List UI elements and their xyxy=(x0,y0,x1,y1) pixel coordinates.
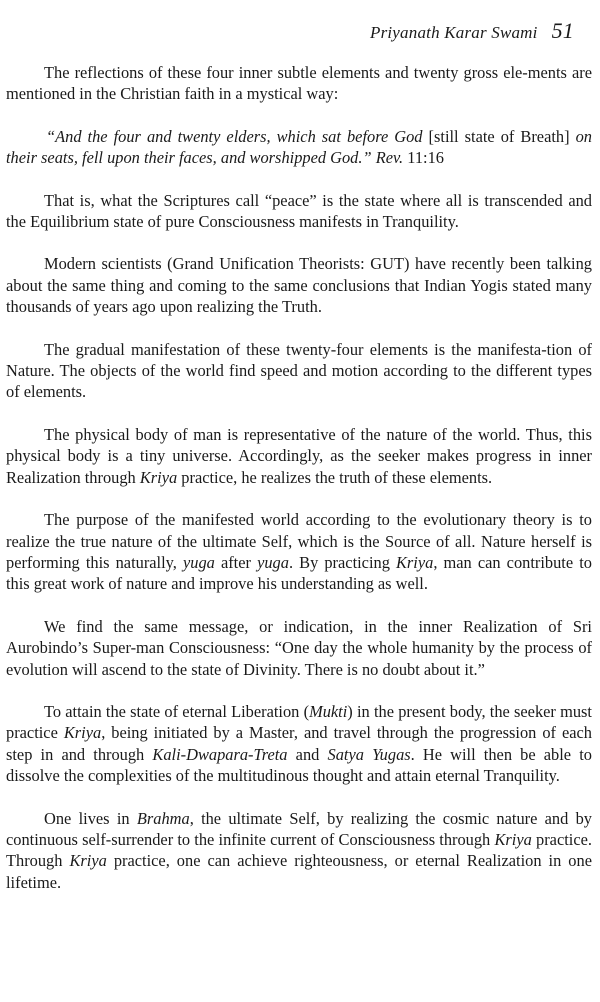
p9-satya-yugas: Satya Yugas xyxy=(327,744,411,764)
p10-text-c: practice. Through xyxy=(6,829,592,871)
p7-yuga-1: yuga xyxy=(182,552,215,572)
paragraph-9 xyxy=(6,701,592,787)
p10-brahma: Brahma xyxy=(136,808,190,828)
paragraph-7 xyxy=(6,509,592,595)
p6-text-a: The physical body of man is representative of the nature of the world. Thus, this physical body is a tiny universe. Accordingly, as the seeker makes progress in inner Realization through xyxy=(6,424,592,487)
p10-kriya-1: Kriya xyxy=(494,829,532,849)
paragraph-4: Modern scientists (Grand Unification Theorists: GUT) have recently been talking about the same thing and coming to the same conclusions that Indian Yogis stated many thousands of years ago upon realizing the Truth. xyxy=(6,254,592,317)
p7-kriya: Kriya xyxy=(396,552,434,572)
paragraph-10 xyxy=(6,808,592,894)
p10-text-b: , the ultimate Self, by realizing the cosmic nature and by continuous self-surrender to the infinite current of Consciousness through xyxy=(6,808,592,849)
page-body xyxy=(6,62,592,914)
paragraph-5: The gradual manifestation of these twenty-four elements is the manifesta-tion of Nature. The objects of the world find speed and motion according to the different types of elements. xyxy=(6,339,592,402)
quote-ref-book: Rev. xyxy=(375,148,404,168)
header-author: Priyanath Karar Swami xyxy=(369,23,538,42)
p10-text-d: practice, one can achieve righteousness, or eternal Realization in one lifetime. xyxy=(6,851,592,892)
p9-text-e: . He will then be able to dissolve the complexities of the multitudinous thought and attain eternal Tranquility. xyxy=(6,744,592,786)
p7-text-d: , man can contribute to this great work of nature and improve his understanding as well. xyxy=(6,552,592,594)
paragraph-6 xyxy=(6,424,592,488)
p9-yuga-names: Kali-Dwapara-Treta xyxy=(152,744,288,764)
p7-yuga-2: yuga xyxy=(257,552,289,572)
p9-text-b: ) in the present body, the seeker must practice xyxy=(6,701,592,743)
quote-text-1: “And the four and twenty elders, which sat before God xyxy=(46,126,423,146)
p6-kriya: Kriya xyxy=(139,467,178,487)
p10-text-a: One lives in xyxy=(44,808,130,828)
page-number: 51 xyxy=(551,18,574,43)
paragraph-3: That is, what the Scriptures call “peace” is the state where all is transcended and the Equilibrium state of pure Consciousness manifests in Tranquility. xyxy=(6,190,592,232)
quote-bracket-note: [still state of Breath] xyxy=(428,126,570,146)
paragraph-8: We find the same message, or indication, in the inner Realization of Sri Aurobindo’s Super-man Consciousness: “One day the whole humanity by the process of evolution will ascend to the state of Divinity. There is no doubt about it.” xyxy=(6,616,592,679)
p9-kriya: Kriya xyxy=(63,723,102,743)
paragraph-scripture-quote xyxy=(6,126,592,169)
p9-text-a: To attain the state of eternal Liberation ( xyxy=(44,701,310,721)
quote-text-2: on their seats, fell upon their faces, and worshipped God.” xyxy=(6,126,592,168)
p7-text-a: The purpose of the manifested world according to the evolutionary theory is to realize the true nature of the ultimate Self, which is the Source of all. Nature herself is performing this naturally, xyxy=(6,510,592,572)
p7-text-b: after xyxy=(220,552,251,572)
paragraph-1: The reflections of these four inner subtle elements and twenty gross ele-ments are mentioned in the Christian faith in a mystical way: xyxy=(6,63,592,104)
p10-kriya-2: Kriya xyxy=(69,851,107,871)
p9-text-d: and xyxy=(295,744,320,764)
running-header xyxy=(370,18,574,44)
p9-mukti: Mukti xyxy=(309,701,348,721)
p6-text-b: practice, he realizes the truth of these elements. xyxy=(181,467,493,487)
quote-ref-number: 11:16 xyxy=(407,148,444,168)
p9-text-c: , being initiated by a Master, and travel through the progression of each step in and through xyxy=(6,723,592,764)
p7-text-c: . By practicing xyxy=(288,552,390,572)
